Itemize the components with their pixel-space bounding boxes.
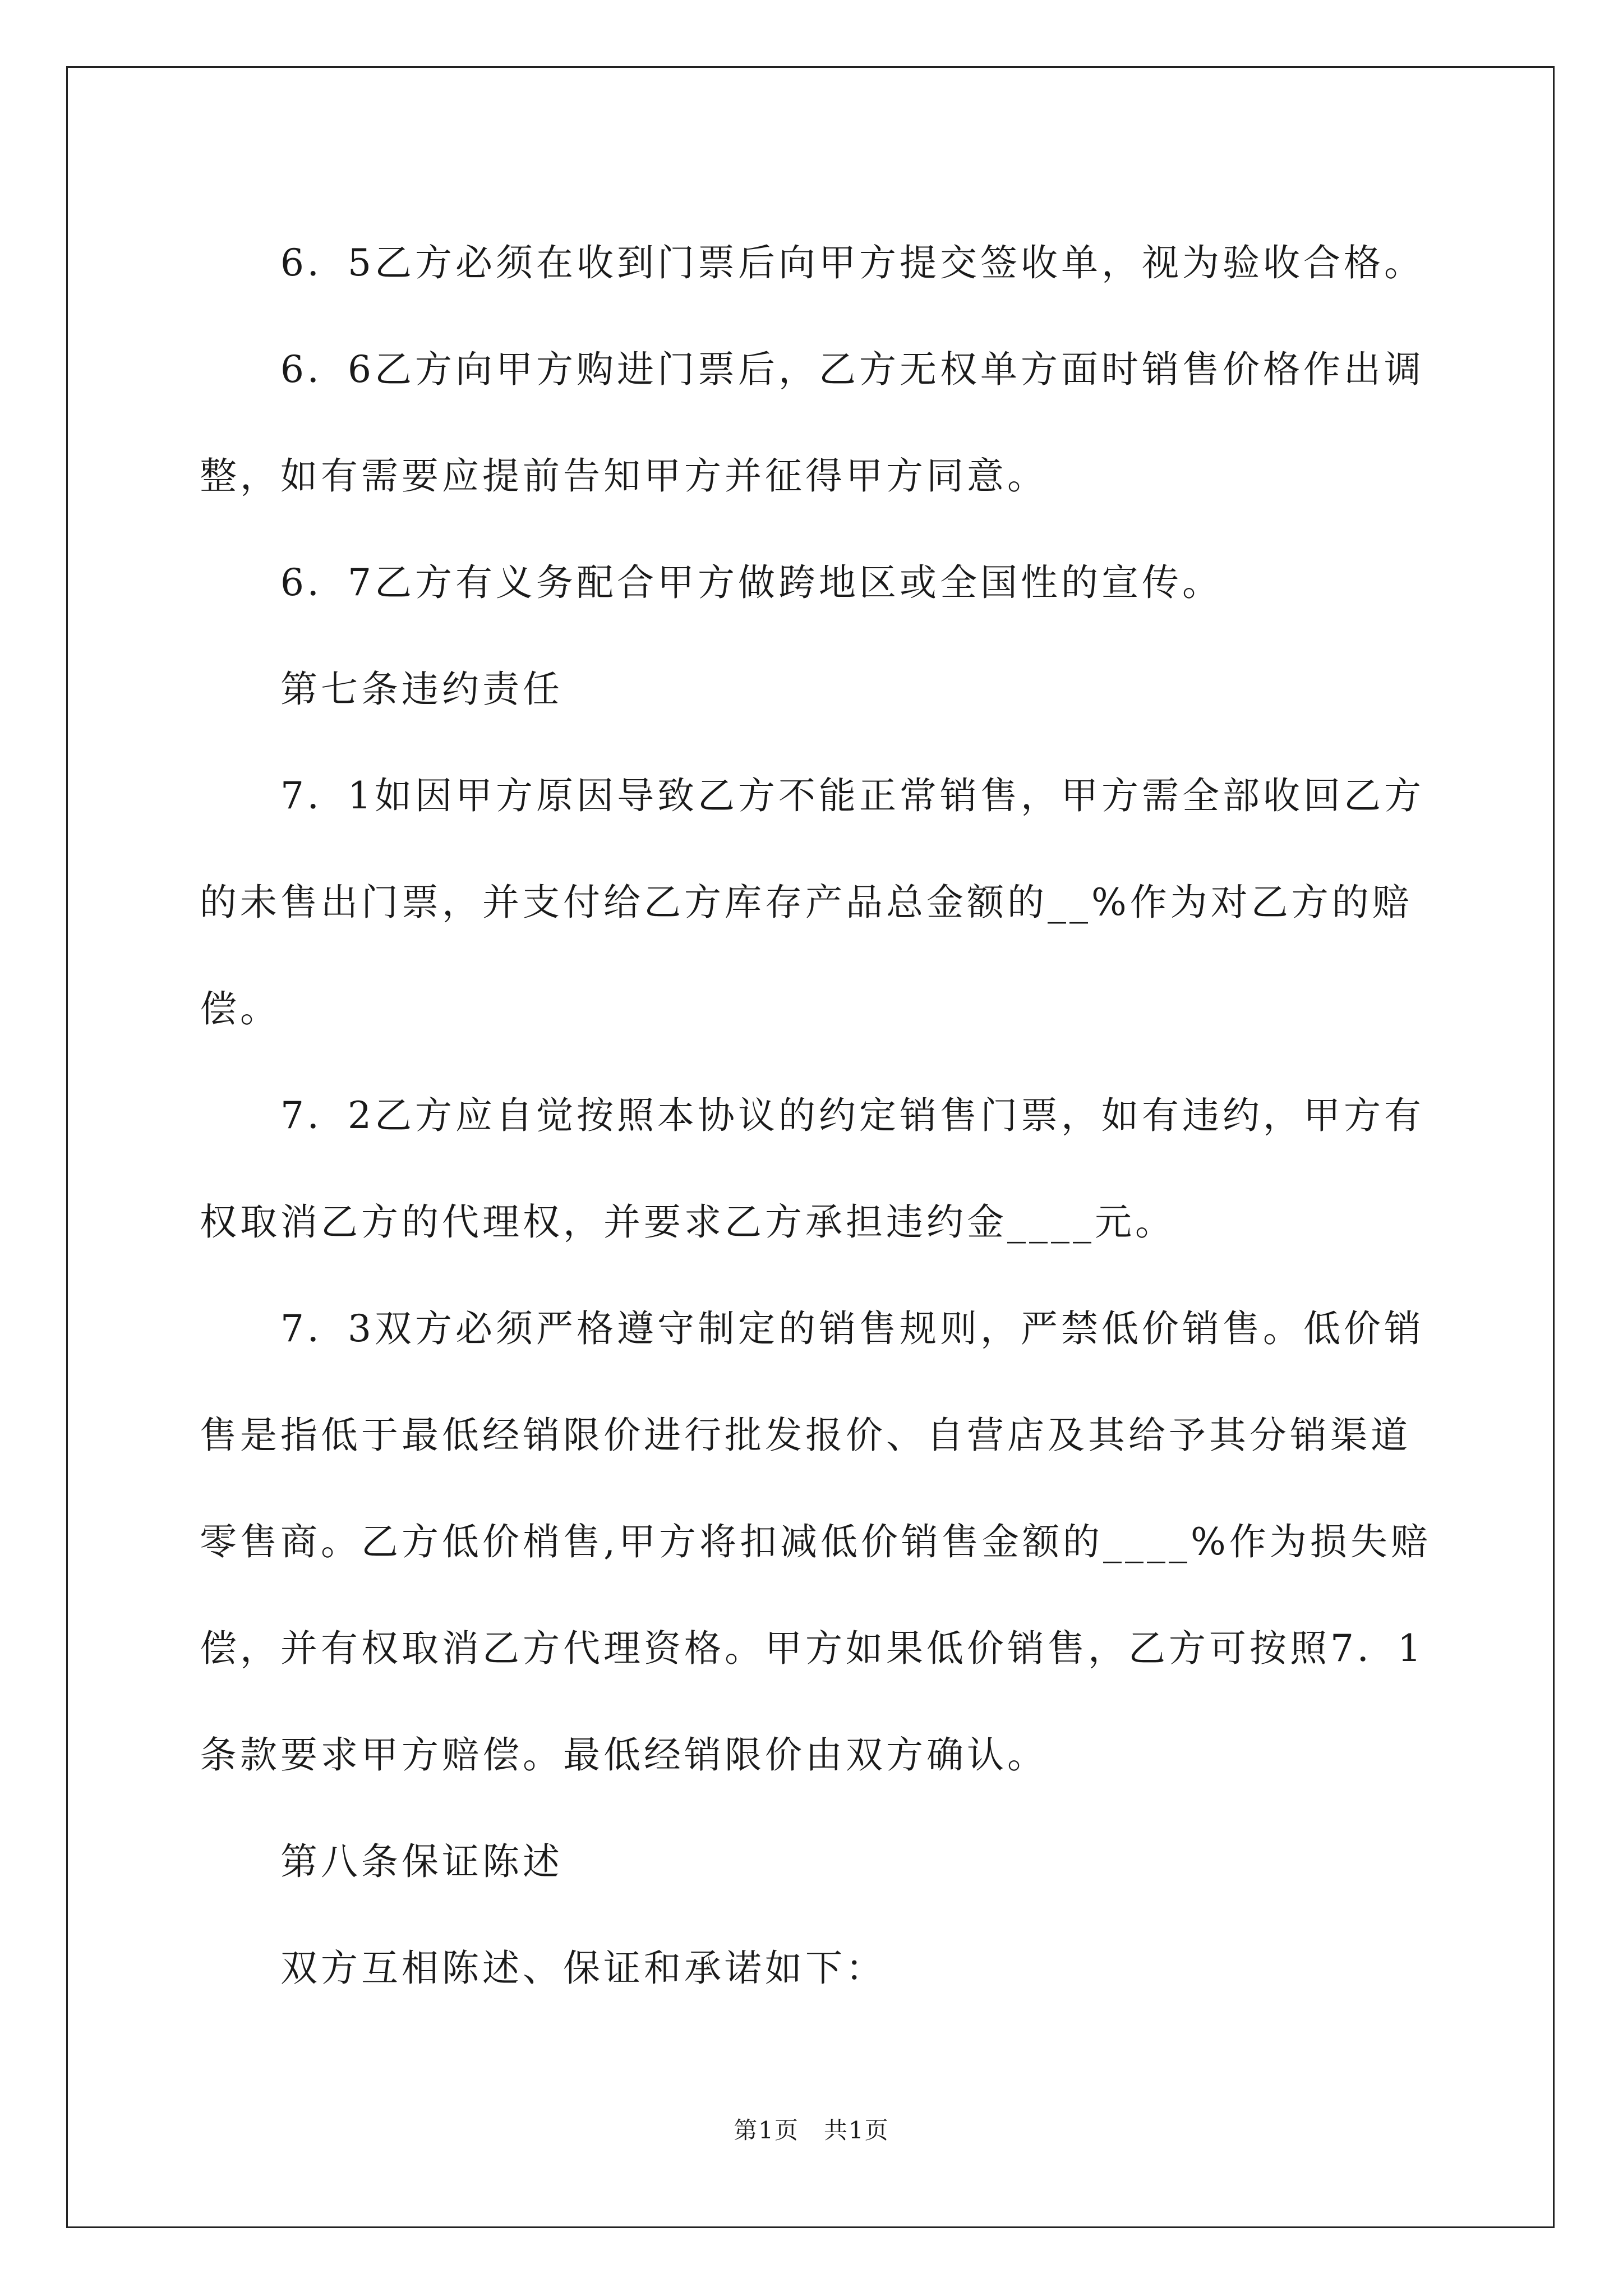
page-footer: 第1页 共1页 xyxy=(734,2116,889,2144)
document-body xyxy=(200,210,1439,2022)
paragraph-7-3: 7．3双方必须严格遵守制定的销售规则，严禁低价销售。低价销售是指低于最低经销限价进行批发报价、自营店及其给予其分销渠道零售商。乙方低价梢售,甲方将扣减低价销售金额的____%作为损失赔偿，并有权取消乙方代理资格。甲方如果低价销售，乙方可按照7．1条款要求甲方赔偿。最低经销限价由双方确认。 xyxy=(200,1307,1431,1777)
paragraph-6-6: 6．6乙方向甲方购进门票后，乙方无权单方面时销售价格作出调整，如有需要应提前告知甲方并征得甲方同意。 xyxy=(200,348,1424,498)
paragraph-6-7: 6．7乙方有义务配合甲方做跨地区或全国性的宣传。 xyxy=(280,561,1223,604)
paragraph-7-1: 7．1如因甲方原因导致乙方不能正常销售，甲方需全部收回乙方的未售出门票，并支付给乙方库存产品总金额的__%作为对乙方的赔偿。 xyxy=(200,774,1424,1030)
section-heading-8: 第八条保证陈述 xyxy=(280,1840,563,1883)
section-heading-7: 第七条违约责任 xyxy=(280,668,563,711)
paragraph-6-5: 6．5乙方必须在收到门票后向甲方提交签收单，视为验收合格。 xyxy=(280,241,1424,284)
paragraph-7-2: 7．2乙方应自觉按照本协议的约定销售门票，如有违约，甲方有权取消乙方的代理权，并要求乙方承担违约金____元。 xyxy=(200,1094,1424,1244)
paragraph-8-intro: 双方互相陈述、保证和承诺如下： xyxy=(280,1947,886,1990)
